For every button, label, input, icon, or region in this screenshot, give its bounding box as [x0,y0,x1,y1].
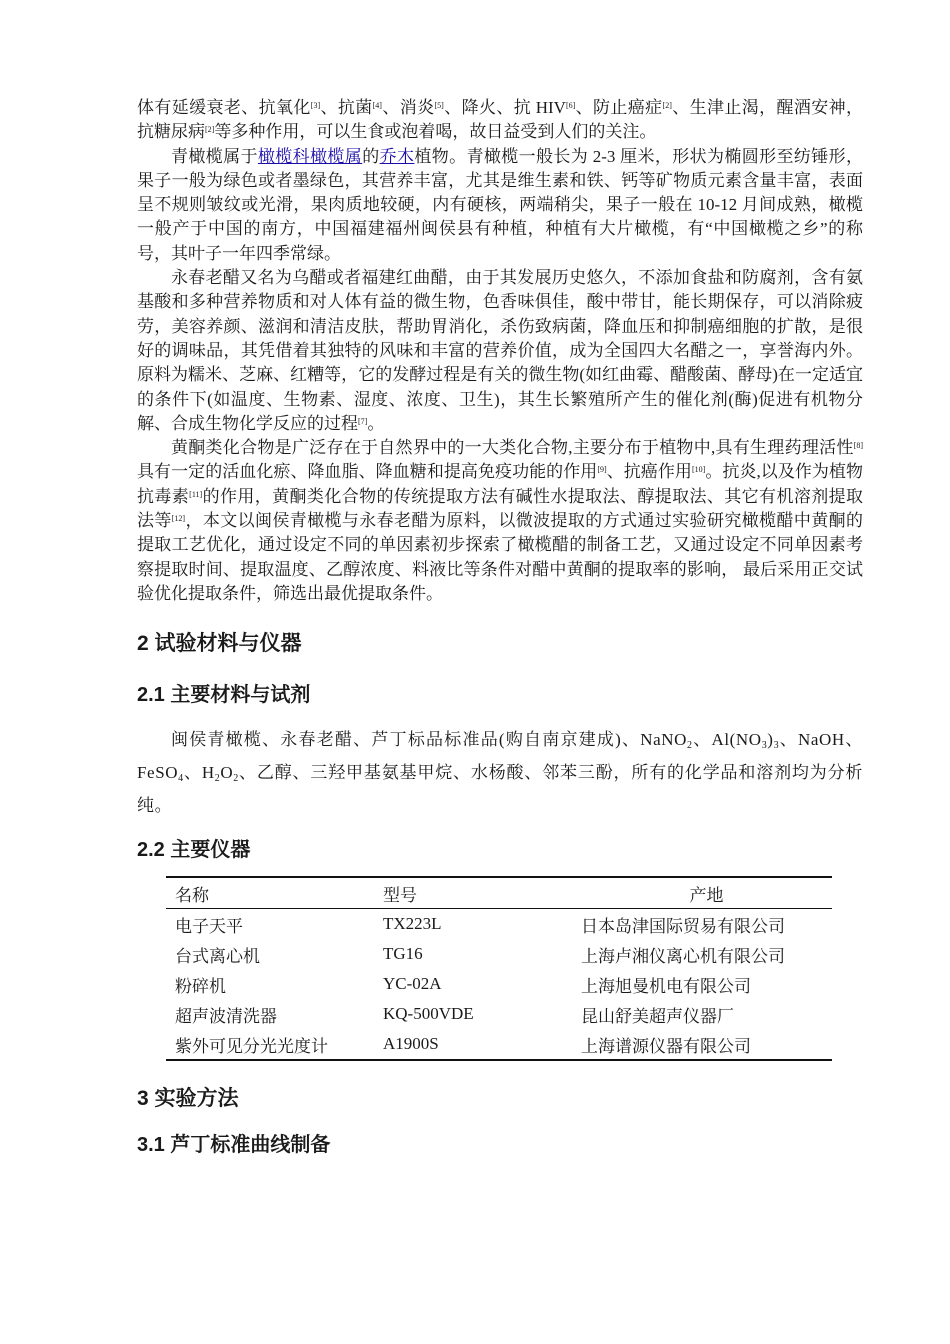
cell-name: 台式离心机 [175,946,260,966]
citation[interactable]: [2] [662,101,672,110]
document-page [137,96,863,1159]
citation[interactable]: [2] [205,125,215,135]
column-header-model: 型号 [383,885,417,905]
citation[interactable]: [4] [372,101,382,110]
citation[interactable]: [7] [358,416,368,426]
column-header-name: 名称 [175,885,209,905]
paragraph-flavonoids: 黄酮类化合物是广泛存在于自然界中的一大类化合物,主要分布于植物中,具有生理药理活性[8] 具有一定的活血化瘀、降血脂、降血糖和提高免疫功能的作用[9]、抗癌作用[10]。抗炎,以及作为植物抗毒素[11]的作用，黄酮类化合物的传统提取方法有碱性水提取法、醇提取法、其它有机溶剂提取法等[12]，本文以闽侯青橄榄与永春老醋为原料，以微波提取的方式通过实验研究橄榄醋中黄酮的提取工艺优化，通过设定不同的单因素初步探索了橄榄醋的制备工艺，又通过设定不同单因素考察提取时间、提取温度、乙醇浓度、料液比等条件对醋中黄酮的提取率的影响， 最后采用正交试验优化提取条件，筛选出最优提取条件。 [137,438,864,603]
table-row [166,1029,832,1060]
paragraph-reagents: 闽侯青橄榄、永春老醋、芦丁标品标准品(购自南京建成)、NaNO$_2$、$Al(NO_3)_3$、NaOH、FeSO$_4$、$H_2O_2$、乙醇、三羟甲基氨基甲烷、水杨酸、邻苯三酚，所有的化学品和溶剂均为分析纯。 [137,730,864,816]
cell-origin: 昆山舒美超声仪器厂 [581,1006,734,1026]
cell-name: 超声波清洗器 [175,1006,277,1026]
cell-name: 电子天平 [175,916,243,936]
citation[interactable]: [11] [189,489,203,499]
column-header-origin: 产地 [689,885,724,905]
table-row [166,939,832,969]
citation[interactable]: [6] [565,101,576,110]
table-header-row [166,877,832,909]
citation[interactable]: [10] [691,465,706,475]
cell-origin: 日本岛津国际贸易有限公司 [581,916,785,936]
cell-name: 紫外可见分光光度计 [166,1029,374,1060]
table-row [166,909,832,940]
cell-model: TX223L [383,914,442,934]
paragraph-olive: 青橄榄属于橄榄科橄榄属的乔木植物。青橄榄一般长为 2-3 厘米，形状为椭圆形至纺锤形，果子一般为绿色或者墨绿色，其营养丰富，尤其是维生素和铁、钙等矿物质元素含量丰富，表面呈不规则皱纹或光滑，果肉质地较硬，内有硬核，两端稍尖，果子一般在 10-12 月间成熟，橄榄一般产于中国的南方，中国福建福州闽侯县有种植，种植有大片橄榄，有“中国橄榄之乡”的称号，其叶子一年四季常绿。 [137,146,864,263]
cell-origin: 上海卢湘仪离心机有限公司 [581,946,785,966]
citation[interactable]: [12] [171,514,186,524]
cell-model: YC-02A [383,974,442,994]
section-heading-materials: 2 试验材料与仪器 [137,632,302,656]
citation[interactable]: [3] [310,101,321,110]
cell-name: 粉碎机 [175,976,226,996]
citation[interactable]: [8] [853,441,863,451]
link-tree[interactable]: 乔木 [379,146,415,166]
cell-origin: 上海旭曼机电有限公司 [581,976,751,996]
section-heading-methods: 3 实验方法 [137,1087,239,1111]
subsection-heading-reagents: 2.1 主要材料与试剂 [137,684,311,707]
cell-origin: 上海谱源仪器有限公司 [572,1029,832,1060]
instruments-table [166,876,832,1061]
subsection-heading-instruments: 2.2 主要仪器 [137,839,251,862]
table-row [166,969,832,999]
table-row [166,999,832,1029]
citation[interactable]: [5] [434,101,444,110]
paragraph-health-benefits: 体有延缓衰老、抗氧化[3]、抗菌[4]、消炎[5]、降火、抗 HIV[6]、防止癌症[2]、生津止渴，醒酒安神，抗糖尿病[2]等多种作用，可以生食或泡着喝，故日益受到人们的关注。 [137,98,864,142]
cell-model: A1900S [374,1029,572,1060]
citation[interactable]: [9] [597,465,607,475]
link-burseraceae-canarium[interactable]: 橄榄科橄榄属 [257,146,363,166]
cell-model: KQ-500VDE [383,1004,474,1024]
cell-model: TG16 [383,944,423,964]
paragraph-vinegar: 永春老醋又名为乌醋或者福建红曲醋，由于其发展历史悠久，不添加食盐和防腐剂，含有氨基酸和多种营养物质和对人体有益的微生物，色香味俱佳，酸中带甘，能长期保存，可以消除疲劳，美容养颜、滋润和清洁皮肤，帮助胃消化，杀伤致病菌，降血压和抑制癌细胞的扩散，是很好的调味品，其凭借着其独特的风味和丰富的营养价值，成为全国四大名醋之一，享誉海内外。原料为糯米、芝麻、红糟等，它的发酵过程是有关的微生物(如红曲霉、醋酸菌、酵母)在一定适宜的条件下(如温度、生物素、湿度、浓度、卫生)，其生长繁殖所产生的催化剂(酶)促进有机物分解、合成生物化学反应的过程[7]。 [137,268,863,433]
subsection-heading-rutin-curve: 3.1 芦丁标准曲线制备 [137,1134,331,1157]
